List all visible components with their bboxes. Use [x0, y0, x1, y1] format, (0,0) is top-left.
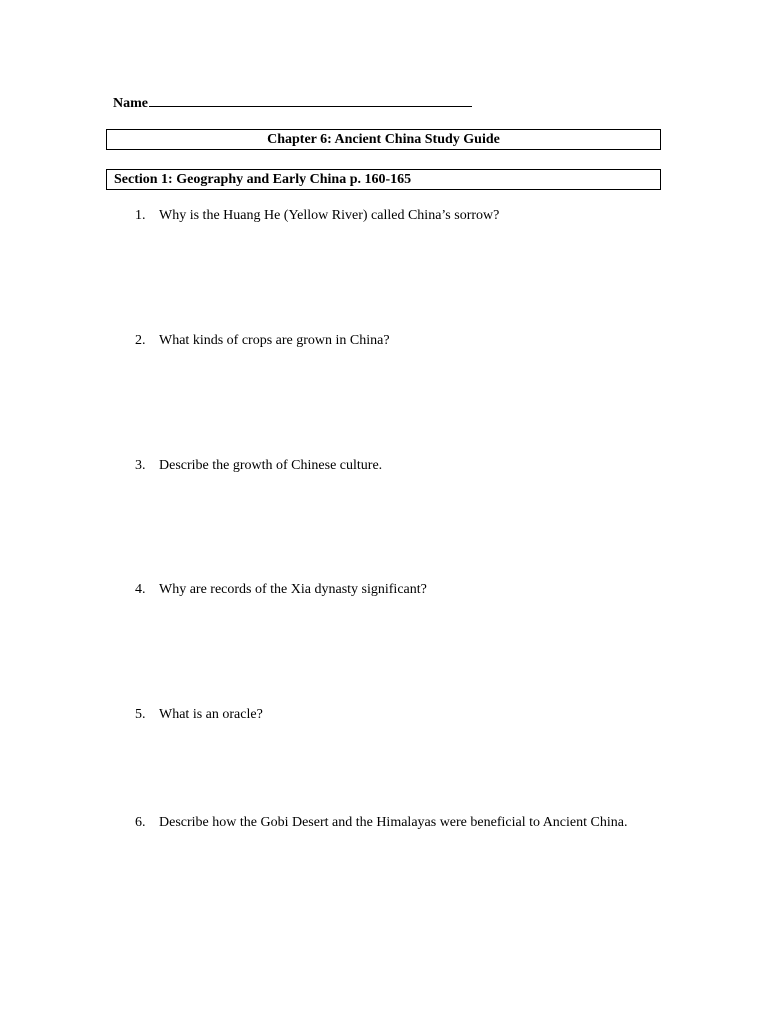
question-text: Why is the Huang He (Yellow River) called China’s sorrow? [159, 208, 500, 223]
question-number: 2. [135, 333, 146, 348]
question-number: 6. [135, 815, 146, 830]
question-number: 5. [135, 707, 146, 722]
section-heading: Section 1: Geography and Early China p. 160-165 [106, 169, 661, 190]
question-text: What kinds of crops are grown in China? [159, 333, 390, 348]
question-text: What is an oracle? [159, 707, 263, 722]
name-label: Name [113, 96, 148, 111]
name-field[interactable] [113, 92, 472, 112]
question-number: 1. [135, 208, 146, 223]
question-text: Why are records of the Xia dynasty significant? [159, 582, 427, 597]
question-text: Describe the growth of Chinese culture. [159, 458, 383, 473]
question-text: Describe how the Gobi Desert and the Himalayas were beneficial to Ancient China. [159, 815, 628, 830]
name-blank-line[interactable] [149, 92, 472, 107]
question-number: 4. [135, 582, 146, 597]
question-number: 3. [135, 458, 146, 473]
page-title: Chapter 6: Ancient China Study Guide [106, 129, 661, 150]
